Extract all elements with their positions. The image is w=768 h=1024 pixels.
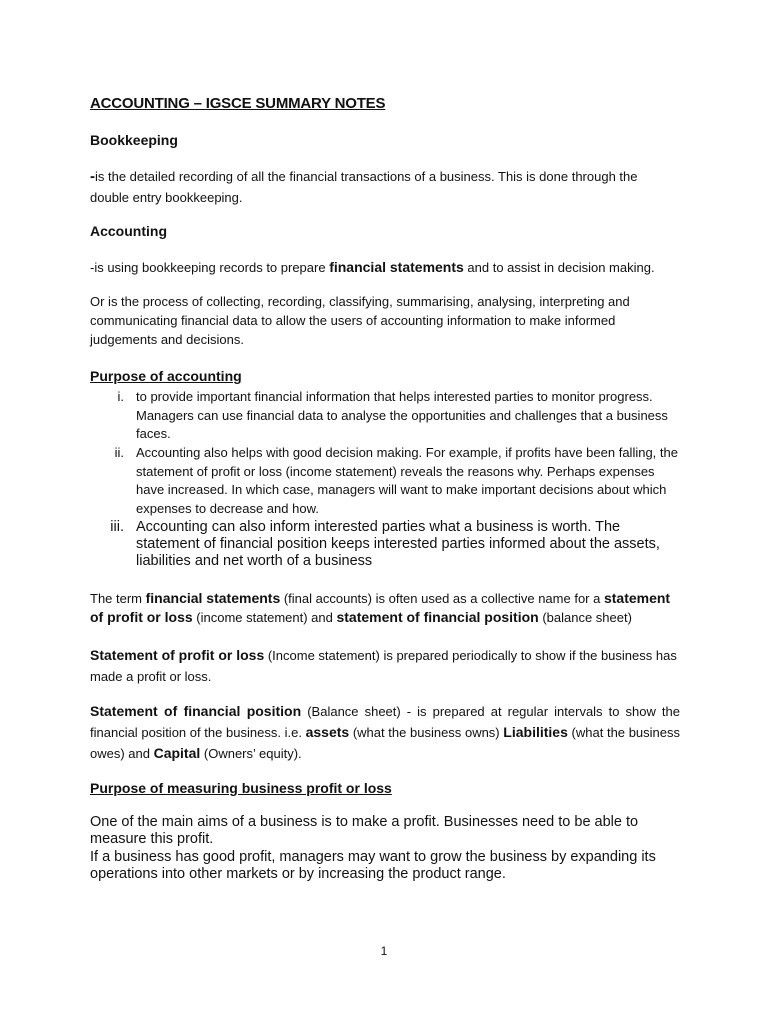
term-financial-statements: financial statements: [145, 590, 281, 606]
term-capital: Capital: [153, 745, 201, 761]
heading-purpose-of-accounting: Purpose of accounting: [90, 368, 242, 384]
accounting-def-post: and to assist in decision making.: [463, 260, 655, 275]
heading-purpose-of-measuring-profit: Purpose of measuring business profit or loss: [90, 780, 392, 796]
fs-text-4: (balance sheet): [538, 610, 632, 625]
list-number: iii.: [110, 519, 124, 535]
fs-text-2: (final accounts) is often used as a collective name for a: [280, 591, 604, 606]
dash-marker: -: [90, 168, 95, 185]
fs-text-3: (income statement) and: [192, 610, 337, 625]
term-financial-statements: financial statements: [329, 259, 464, 275]
fs-text-5: (Income statement) is prepared periodically to show if the business has made a profit or loss.: [90, 648, 677, 684]
paragraph-profit-growth: If a business has good profit, managers may want to grow the business by expanding its operations into other markets or by increasing the product range.: [90, 849, 656, 882]
paragraph-financial-statements: [90, 589, 680, 627]
paragraph-profit-aims: One of the main aims of a business is to make a profit. Businesses need to be able to measure this profit.: [90, 814, 639, 847]
list-number: i.: [117, 389, 124, 404]
paragraph-statement-financial-position: [90, 701, 680, 764]
paragraph-accounting-alt: Or is the process of collecting, recording, classifying, summarising, analysing, interpreting and communicating financial data to allow the users of accounting information to make informed judgements and decisions.: [90, 294, 630, 347]
page-number: 1: [380, 944, 388, 958]
heading-bookkeeping: Bookkeeping: [90, 132, 178, 148]
paragraph-accounting-definition: [90, 257, 680, 278]
term-statement-of-financial-position: statement of financial position: [336, 609, 539, 625]
term-statement-of-profit-or-loss: statement of profit or loss: [90, 590, 671, 625]
heading-accounting: Accounting: [90, 223, 167, 239]
term-statement-of-profit-or-loss: Statement of profit or loss: [90, 647, 265, 663]
list-text: Accounting also helps with good decision making. For example, if profits have been falling, the statement of profit or loss (income statement) reveals the reasons why. Perhaps expenses have increased. In which case, managers will want to make important decisions about which expenses to decrease and how.: [136, 445, 678, 516]
list-text: Accounting can also inform interested parties what a business is worth. The statement of financial position keeps interested parties informed about the assets, liabilities and net worth of a business: [136, 519, 660, 569]
page-title: ACCOUNTING – IGSCE SUMMARY NOTES: [90, 95, 386, 112]
sfp-text-3: (what the business owes) and: [90, 725, 680, 761]
sfp-text-1: (Balance sheet) - is prepared at regular intervals to show the financial position of the business. i.e.: [90, 704, 681, 740]
list-number: ii.: [114, 445, 124, 460]
term-assets: assets: [305, 724, 350, 740]
fs-text-1: The term: [90, 591, 146, 606]
bookkeeping-text: is the detailed recording of all the financial transactions of a business. This is done through the double entry bookkeeping.: [90, 169, 638, 205]
sfp-text-2: (what the business owns): [349, 725, 504, 740]
paragraph-statement-profit-loss: [90, 645, 680, 687]
term-statement-of-financial-position: Statement of financial position: [90, 703, 302, 719]
term-liabilities: Liabilities: [503, 724, 568, 740]
sfp-text-4: (Owners’ equity).: [200, 746, 302, 761]
list-text: to provide important financial information that helps interested parties to monitor progress. Managers can use financial data to analyse the opportunities and challenges that a business faces.: [136, 389, 668, 441]
accounting-def-pre: -is using bookkeeping records to prepare: [90, 260, 330, 275]
paragraph-bookkeeping: [90, 166, 680, 208]
